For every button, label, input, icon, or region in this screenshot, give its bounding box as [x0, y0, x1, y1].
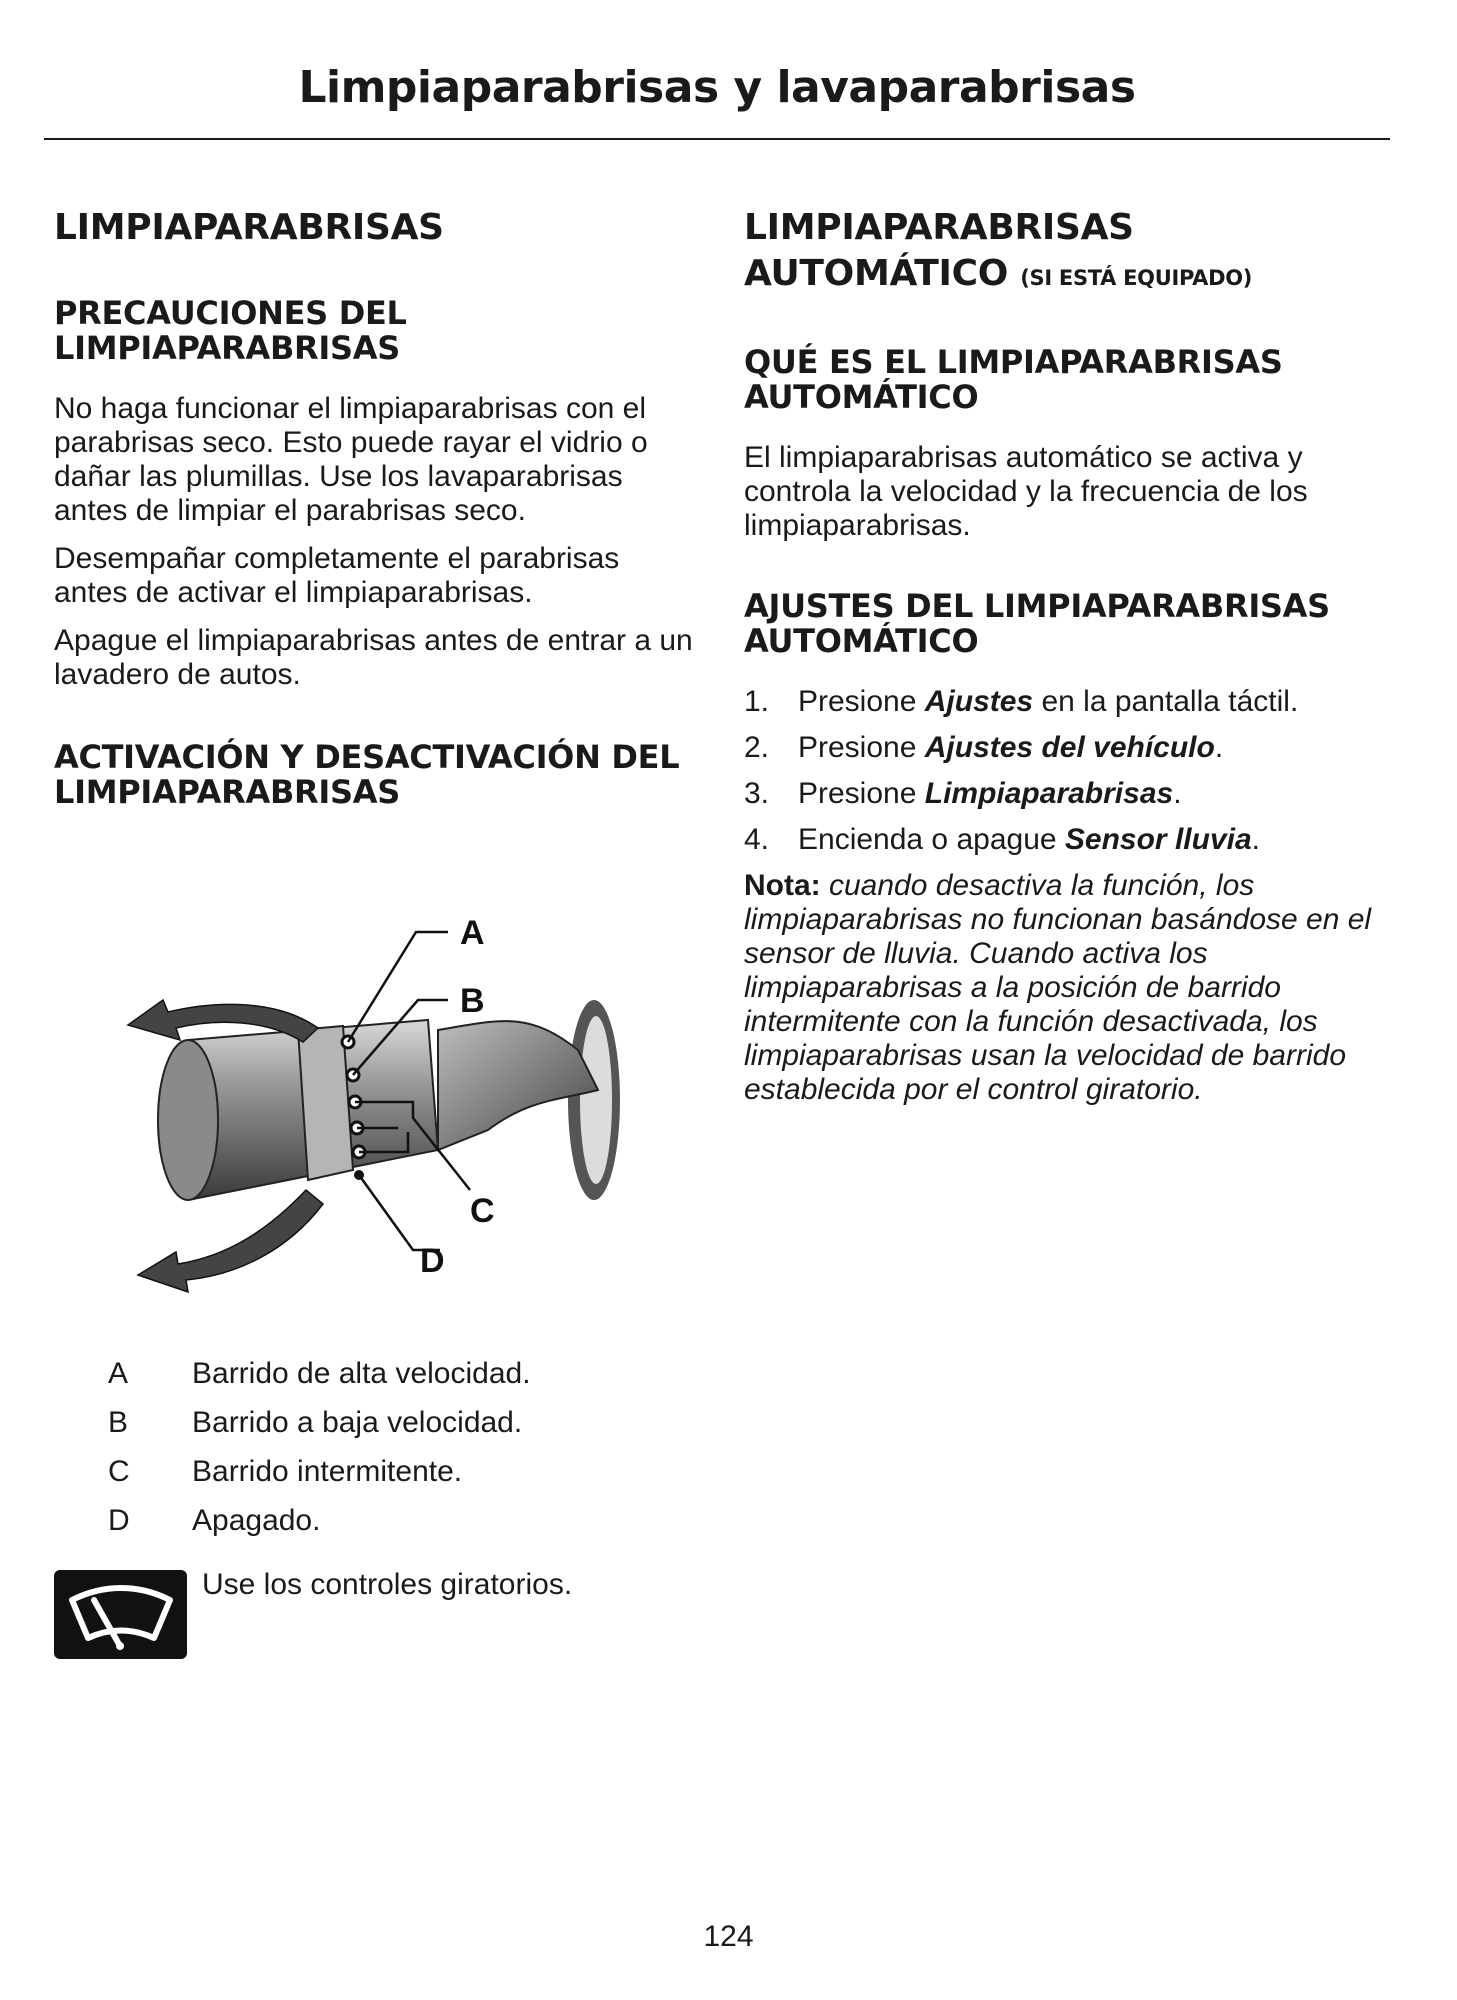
- icon-caption: Use los controles giratorios.: [202, 1568, 573, 1601]
- step-emphasis: Limpiaparabrisas: [924, 777, 1174, 810]
- heading-line-1: LIMPIAPARABRISAS: [744, 207, 1134, 248]
- section-heading-wipers: LIMPIAPARABRISAS: [54, 207, 444, 248]
- step-text: Presione: [798, 685, 925, 718]
- steering-column-base: [568, 1000, 620, 1200]
- legend-letter: C: [108, 1455, 130, 1488]
- legend-row: [54, 1406, 694, 1440]
- subheading-settings: AJUSTES DEL LIMPIAPARABRISAS AUTOMÁTICO: [744, 587, 1330, 660]
- legend-text: Barrido de alta velocidad.: [192, 1357, 531, 1390]
- legend-row: [54, 1455, 694, 1489]
- figure-legend: [54, 1357, 694, 1538]
- stalk-end-cap: [158, 1040, 218, 1200]
- step-text: .: [1214, 731, 1224, 764]
- title-divider: [44, 138, 1390, 140]
- subheading-activation: ACTIVACIÓN Y DESACTIVACIÓN DEL LIMPIAPARABRISAS: [54, 738, 680, 811]
- callout-c: C: [470, 1192, 495, 1230]
- step-text: Encienda o apague: [798, 823, 1065, 856]
- legend-letter: A: [108, 1357, 129, 1390]
- step-text: Presione: [798, 777, 925, 810]
- what-is-paragraph: El limpiaparabrisas automático se activa y controla la velocidad y la frecuencia de los limpiaparabrisas.: [744, 441, 1308, 542]
- step-emphasis: Ajustes del vehículo: [924, 731, 1215, 764]
- legend-row: [54, 1357, 694, 1391]
- step-emphasis: Sensor lluvia: [1064, 823, 1252, 856]
- step-item: [744, 731, 1384, 765]
- note-paragraph: [744, 869, 1384, 1107]
- subheading-what-is: QUÉ ES EL LIMPIAPARABRISAS AUTOMÁTICO: [744, 343, 1283, 416]
- legend-row: [54, 1504, 694, 1538]
- right-column: [744, 205, 1384, 1107]
- left-column: [54, 205, 694, 810]
- step-number: 2.: [744, 731, 770, 764]
- subheading-precautions: PRECAUCIONES DEL LIMPIAPARABRISAS: [54, 294, 407, 367]
- step-text: en la pantalla táctil.: [1033, 685, 1299, 718]
- legend-letter: D: [108, 1504, 130, 1537]
- step-text: .: [1251, 823, 1260, 856]
- section-heading-auto-wipers: [744, 205, 1384, 301]
- windshield-wiper-icon: [54, 1570, 187, 1659]
- callout-a: A: [460, 914, 485, 952]
- step-number: 4.: [744, 823, 770, 856]
- step-text: Presione: [798, 731, 925, 764]
- note-label: Nota:: [744, 869, 821, 902]
- step-item: [744, 685, 1384, 719]
- step-item: [744, 777, 1384, 811]
- equipped-note: (SI ESTÁ EQUIPADO): [1020, 266, 1253, 290]
- legend-text: Barrido a baja velocidad.: [192, 1406, 523, 1439]
- detent-off-marker: [354, 1170, 364, 1180]
- step-number: 1.: [744, 685, 770, 718]
- callout-b: B: [460, 982, 485, 1020]
- legend-text: Apagado.: [192, 1504, 321, 1537]
- note-text: cuando desactiva la función, los limpiaparabrisas no funcionan basándose en el sensor de lluvia. Cuando activa los limpiaparabrisas a la posición de barrido intermitente con la función desactivada, los limpiaparabrisas usan la velocidad de barrido establecida por el control giratorio.: [744, 869, 1372, 1106]
- precaution-paragraph-2: Desempañar completamente el parabrisas antes de activar el limpiaparabrisas.: [54, 542, 620, 609]
- wiper-stalk-illustration: [108, 900, 638, 1300]
- page-number: 124: [703, 1920, 754, 1953]
- precaution-paragraph-3: Apague el limpiaparabrisas antes de entrar a un lavadero de autos.: [54, 624, 693, 691]
- step-item: [744, 823, 1384, 857]
- legend-letter: B: [108, 1406, 129, 1439]
- page-title: Limpiaparabrisas y lavaparabrisas: [298, 62, 1136, 113]
- settings-steps: [744, 685, 1384, 857]
- wiper-stalk-figure: [108, 900, 638, 1300]
- rotation-arrow-down-icon: [138, 1190, 323, 1292]
- rotary-control: [298, 1026, 353, 1180]
- step-number: 3.: [744, 777, 770, 810]
- heading-line-2: AUTOMÁTICO: [744, 253, 1009, 294]
- step-emphasis: Ajustes: [924, 685, 1034, 718]
- step-text: .: [1173, 777, 1182, 810]
- callout-d: D: [420, 1242, 445, 1280]
- precaution-paragraph-1: No haga funcionar el limpiaparabrisas con el parabrisas seco. Esto puede rayar el vidrio o dañar las plumillas. Use los lavaparabrisas antes de limpiar el parabrisas seco.: [54, 392, 648, 527]
- legend-text: Barrido intermitente.: [192, 1455, 463, 1488]
